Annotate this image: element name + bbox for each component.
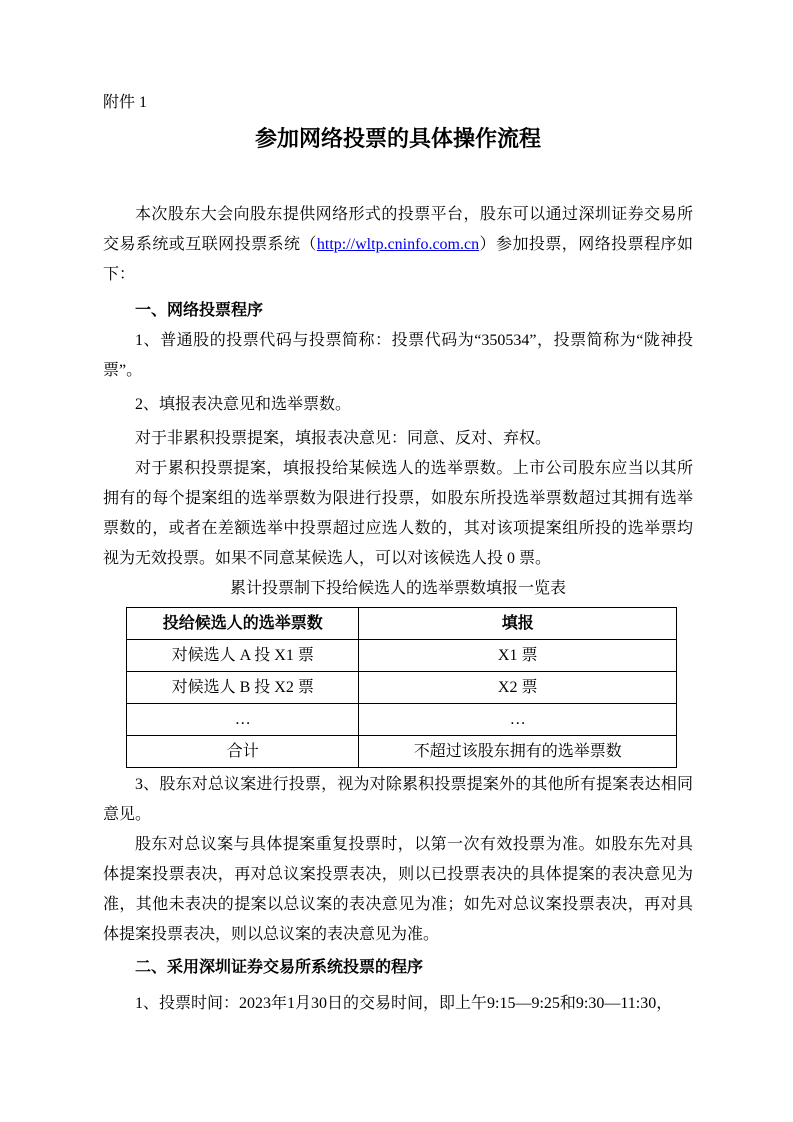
section1-item2: 2、填报表决意见和选举票数。 <box>135 396 352 413</box>
attachment-label: 附件 1 <box>103 94 148 111</box>
table-cell: 不超过该股东拥有的选举票数 <box>359 736 677 768</box>
voting-site-link[interactable]: http://wltp.cninfo.com.cn <box>316 236 480 253</box>
section1-item1: 1、普通股的投票代码与投票简称：投票代码为“350534”，投票简称为“陇神投票”。 <box>103 332 693 379</box>
section1-heading: 一、网络投票程序 <box>135 302 264 319</box>
para-cumulative: 对于累积投票提案，填报投给某候选人的选举票数。上市公司股东应当以其所拥有的每个提案组的选举票数为限进行投票，如股东所投选举票数超过其拥有选举票数的，或者在差额选举中投票超过应选人数的，其对该项提案组所投的选举票均视为无效投票。如果不同意某候选人，可以对该候选人投 0 票。 <box>103 460 693 567</box>
intro-paragraph <box>103 200 693 290</box>
section2-item1: 1、投票时间：2023年1月30日的交易时间，即上午9:15—9:25和9:30—11:30， <box>135 995 673 1012</box>
table-cell: X2 票 <box>359 672 677 704</box>
document-content <box>103 88 693 1019</box>
section2-heading: 二、采用深圳证券交易所系统投票的程序 <box>135 959 424 976</box>
para-non-cumulative: 对于非累积投票提案，填报表决意见：同意、反对、弃权。 <box>135 430 552 447</box>
document-title: 参加网络投票的具体操作流程 <box>254 126 541 151</box>
para-repeat-vote: 股东对总议案与具体提案重复投票时，以第一次有效投票为准。如股东先对具体提案投票表决，再对总议案投票表决，则以已投票表决的具体提案的表决意见为准，其他未表决的提案以总议案的表决意见为准；如先对总议案投票表决，再对具体提案投票表决，则以总议案的表决意见为准。 <box>103 836 693 943</box>
table-row <box>127 640 677 672</box>
table-cell: 合计 <box>127 736 359 768</box>
table-header-row <box>127 608 677 640</box>
table-header-votes: 投给候选人的选举票数 <box>127 608 359 640</box>
table-row <box>127 672 677 704</box>
table-cell: 对候选人 A 投 X1 票 <box>127 640 359 672</box>
intro-text-before-link: 本次股东大会向股东提供网络形式的投票平台，股东可以通过深圳证券交易所交易系统或互联网投票系统（ <box>103 206 693 253</box>
table-cell: X1 票 <box>359 640 677 672</box>
table-cell: 对候选人 B 投 X2 票 <box>127 672 359 704</box>
cumulative-voting-table <box>126 607 677 768</box>
table-row <box>127 736 677 768</box>
intro-text-after-link: ）参加投票，网络投票程序如下： <box>103 236 693 283</box>
table-header-fill: 填报 <box>359 608 677 640</box>
table-cell: … <box>127 704 359 736</box>
table-caption: 累计投票制下投给候选人的选举票数填报一览表 <box>229 580 566 597</box>
table-row <box>127 704 677 736</box>
table-cell: … <box>359 704 677 736</box>
section1-item3: 3、股东对总议案进行投票，视为对除累积投票提案外的其他所有提案表达相同意见。 <box>103 776 693 823</box>
